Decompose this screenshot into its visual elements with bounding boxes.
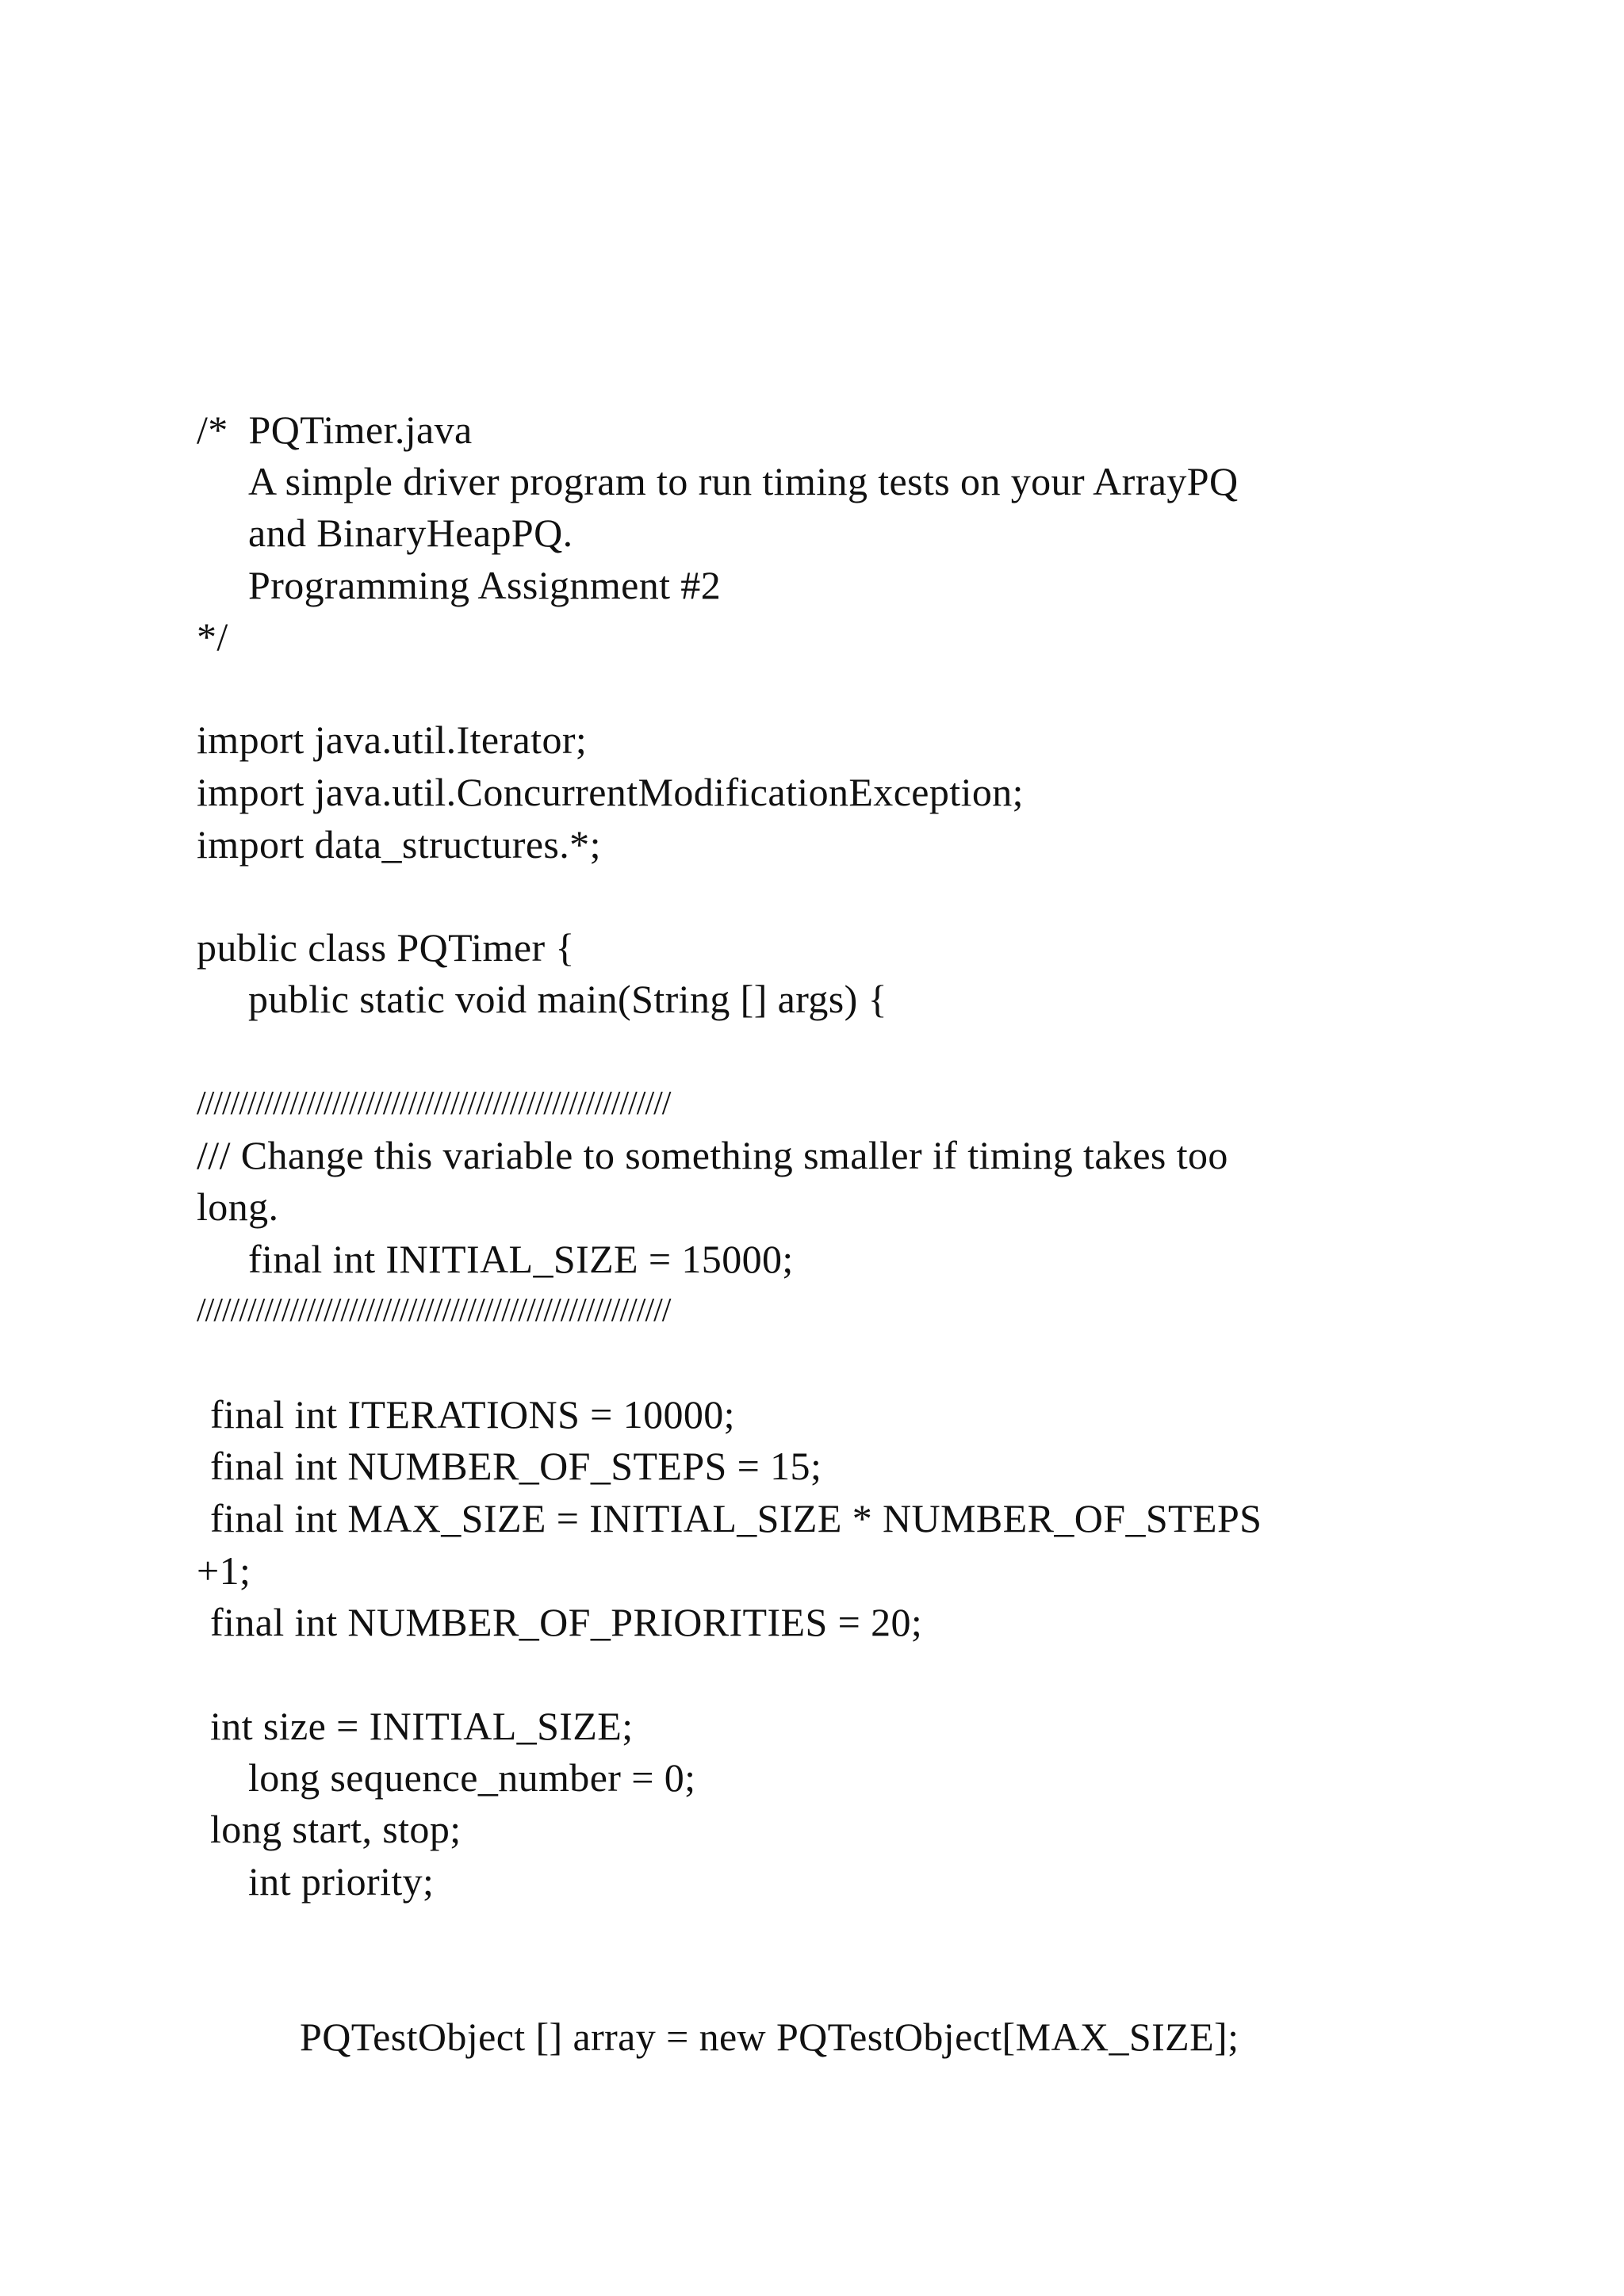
size-declaration: int size = INITIAL_SIZE; [210, 1704, 634, 1748]
comment-description-line-1: A simple driver program to run timing tests on your ArrayPQ [248, 459, 1239, 503]
comment-description-line-2: and BinaryHeapPQ. [248, 511, 573, 555]
sequence-number-declaration: long sequence_number = 0; [248, 1755, 696, 1800]
import-data-structures: import data_structures.*; [197, 822, 601, 867]
import-exception: import java.util.ConcurrentModificationException; [197, 770, 1024, 814]
initial-size-declaration: final int INITIAL_SIZE = 15000; [248, 1237, 794, 1281]
array-declaration: PQTestObject [] array = new PQTestObject[MAX_SIZE]; [300, 2015, 1239, 2059]
comment-assignment-line: Programming Assignment #2 [248, 563, 722, 607]
comment-close: */ [197, 614, 228, 659]
separator-top: //////////////////////////////////////////////////////// [197, 1085, 671, 1122]
separator-bottom: //////////////////////////////////////////////////////// [197, 1292, 671, 1329]
iterations-declaration: final int ITERATIONS = 10000; [210, 1392, 735, 1437]
import-iterator: import java.util.Iterator; [197, 718, 588, 762]
number-of-priorities-declaration: final int NUMBER_OF_PRIORITIES = 20; [210, 1600, 923, 1644]
max-size-declaration: final int MAX_SIZE = INITIAL_SIZE * NUMBER_OF_STEPS [210, 1496, 1262, 1540]
main-method-declaration: public static void main(String [] args) { [248, 977, 887, 1021]
priority-declaration: int priority; [248, 1859, 435, 1904]
number-of-steps-declaration: final int NUMBER_OF_STEPS = 15; [210, 1444, 822, 1488]
comment-change-variable-continued: long. [197, 1184, 279, 1229]
comment-change-variable: /// Change this variable to something smaller if timing takes too [197, 1133, 1228, 1177]
comment-open-filename: /* PQTimer.java [197, 408, 473, 452]
max-size-continued: +1; [197, 1548, 251, 1593]
start-stop-declaration: long start, stop; [210, 1807, 462, 1851]
class-declaration: public class PQTimer { [197, 925, 575, 970]
